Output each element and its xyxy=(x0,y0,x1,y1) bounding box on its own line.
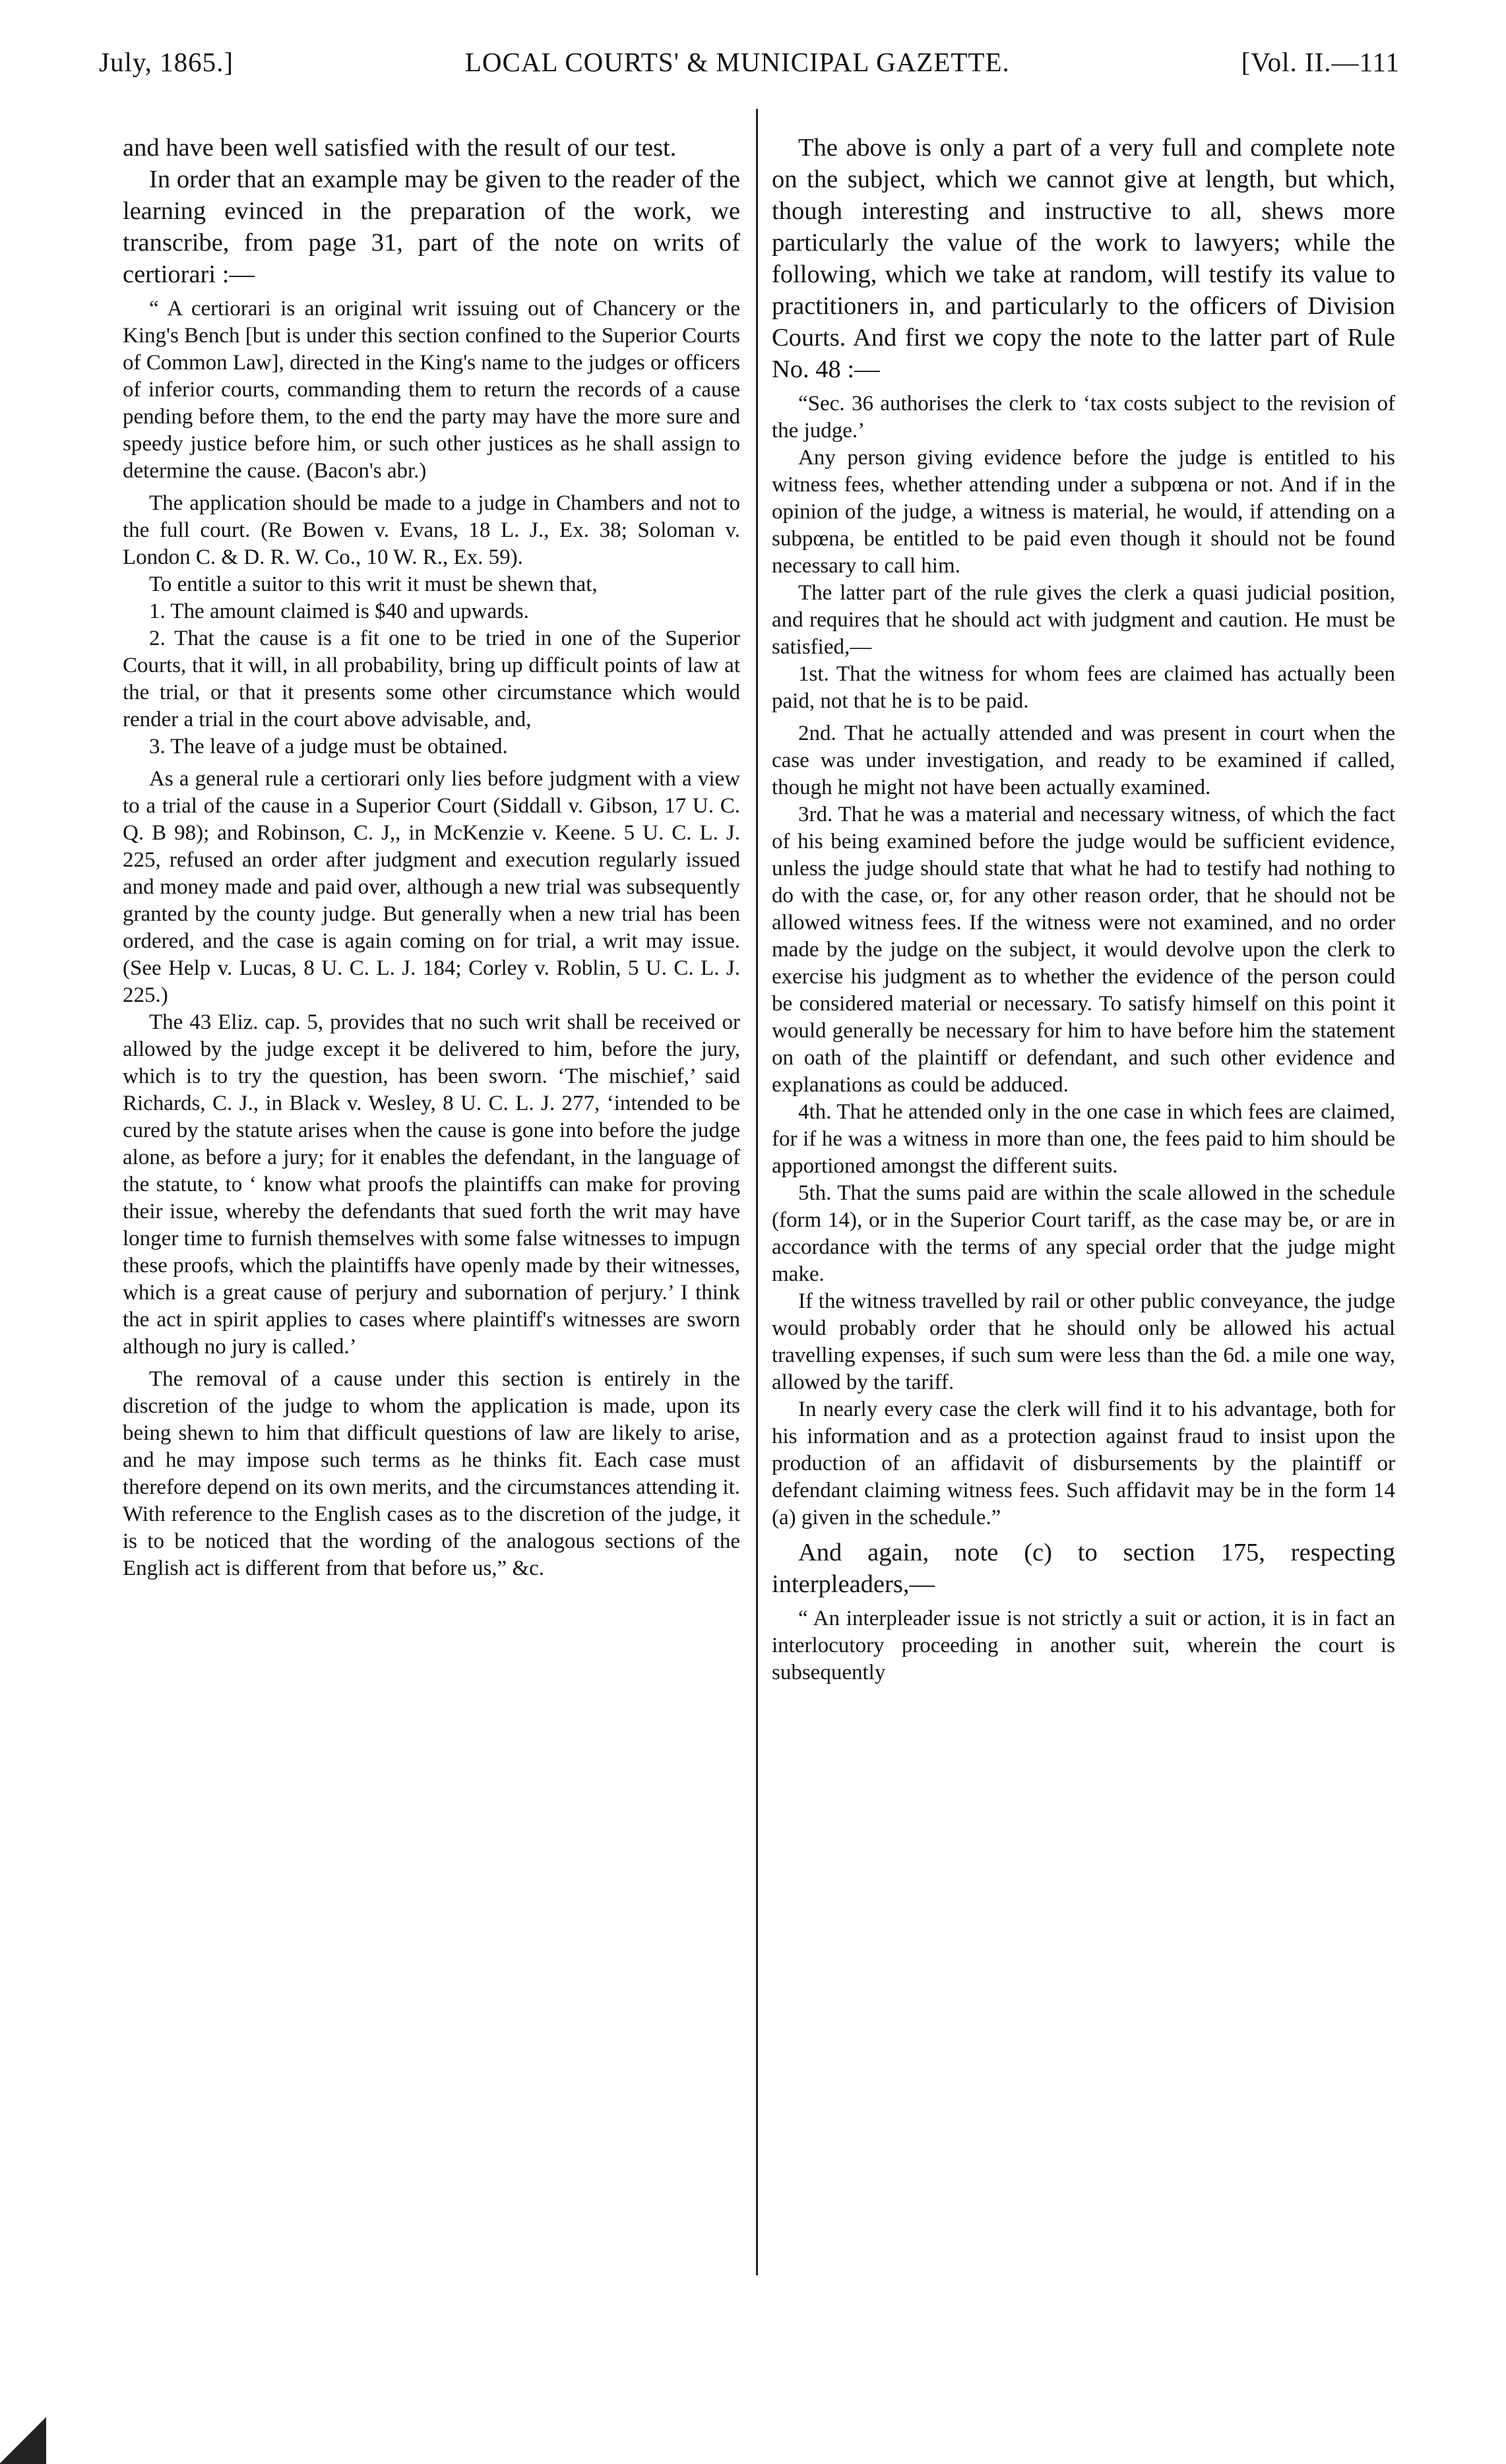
list-item: 2. That the cause is a fit one to be tried in one of the Superior Courts, that it will, in all probability, bring up difficult points of law at the trial, or that it presents some other circumstance which would render a trial in the court above advisable, and, xyxy=(123,627,740,731)
quote-paragraph: If the witness travelled by rail or other public conveyance, the judge would probably order that he should only be allowed his actual travelling expenses, if such sum were less than the 6d. a mile one way, allowed by the tariff. xyxy=(772,1289,1395,1394)
quote-paragraph: Any person giving evidence before the judge is entitled to his witness fees, whether attending under a subpœna or not. And if in the opinion of the judge, a witness is material, he would, if attending on a subpœna, be entitled to be paid even though it should not be found necessary to call him. xyxy=(772,446,1395,578)
list-item: 4th. That he attended only in the one case in which fees are claimed, for if he was a witness in more than one, the fees paid to him should be apportioned amongst the different suits. xyxy=(772,1100,1395,1178)
column-divider xyxy=(756,109,758,2275)
list-item: 1st. That the witness for whom fees are claimed has actually been paid, not that he is to be paid. xyxy=(772,662,1395,713)
page-corner-mark xyxy=(0,2405,46,2464)
quote-paragraph: “ A certiorari is an original writ issuing out of Chancery or the King's Bench [but is under this section confined to the Superior Courts of Common Law], directed in the King's name to the judges or officers of inferior courts, commanding them to return the records of a cause pending before them, to the end the party may have the more sure and speedy justice before him, or such other justices as he shall assign to determine the cause. (Bacon's abr.) xyxy=(123,297,740,483)
header-title: LOCAL COURTS' & MUNICIPAL GAZETTE. xyxy=(464,47,1010,77)
quote-paragraph: To entitle a suitor to this writ it must be shewn that, xyxy=(149,572,598,596)
quote-paragraph: The removal of a cause under this section is entirely in the discretion of the judge to whom the application is made, upon its being shewn to him that difficult questions of law are likely to arise, and he may impose such terms as he thinks fit. Each case must therefore depend on its own merits, and the circumstances attending it. With reference to the English cases as to the discretion of the judge, it is to be noticed that the wording of the analogous sections of the English act is different from that before us,” &c. xyxy=(123,1367,740,1580)
paragraph: and have been well satisfied with the result of our test. xyxy=(123,134,677,162)
quote-paragraph: As a general rule a certiorari only lies before judgment with a view to a trial of the cause in a Superior Court (Siddall v. Gibson, 17 U. C. Q. B 98); and Robinson, C. J,, in McKenzie v. Keene. 5 U. C. L. J. 225, refused an order after judgment and execution regularly issued and money made and paid over, although a new trial was subsequently granted by the county judge. But generally when a new trial has been ordered, and the case is again coming on for trial, a writ may issue. (See Help v. Lucas, 8 U. C. L. J. 184; Corley v. Roblin, 5 U. C. L. J. 225.) xyxy=(123,767,740,1007)
quote-paragraph: The 43 Eliz. cap. 5, provides that no such writ shall be received or allowed by the judge except it be delivered to him, before the jury, which is to try the question, has been sworn. ‘The mischief,’ said Richards, C. J., in Black v. Wesley, 8 U. C. L. J. 277, ‘intended to be cured by the statute arises when the cause is gone into before the judge alone, as before a jury; for it enables the defendant, in the language of the statute, to ‘ know what proofs the plaintiffs can make for proving their issue, whereby the defendants that sued forth the writ may have longer time to furnish themselves with some false witnesses to impugn these proofs, which the plaintiffs have openly made by their witnesses, which is a great cause of perjury and subornation of perjury.’ I think the act in spirit applies to cases where plaintiff's witnesses are sworn although no jury is called.’ xyxy=(123,1010,740,1359)
list-item: 1. The amount claimed is $40 and upwards. xyxy=(149,600,529,623)
header-volume: [Vol. II.—111 xyxy=(1241,47,1400,77)
quote-paragraph: “ An interpleader issue is not strictly a suit or action, it is in fact an interlocutory proceeding in another suit, wherein the court is subsequently xyxy=(772,1607,1395,1684)
list-item: 3. The leave of a judge must be obtained. xyxy=(149,735,508,758)
paragraph: The above is only a part of a very full and complete note on the subject, which we cannot give at length, but which, though interesting and instructive to all, shews more particularly the value of the work to lawyers; while the following, which we take at random, will testify its value to practitioners in, and particularly to the officers of Division Courts. And first we copy the note to the latter part of Rule No. 48 :— xyxy=(772,134,1395,383)
paragraph: And again, note (c) to section 175, respecting interpleaders,— xyxy=(772,1539,1395,1598)
list-item: 2nd. That he actually attended and was present in court when the case was under investigation, and ready to be examined if called, though he might not have been actually examined. xyxy=(772,722,1395,799)
quote-paragraph: “Sec. 36 authorises the clerk to ‘tax costs subject to the revision of the judge.’ xyxy=(772,392,1395,443)
paragraph: In order that an example may be given to the reader of the learning evinced in the preparation of the work, we transcribe, from page 31, part of the note on writs of certiorari :— xyxy=(123,166,740,288)
list-item: 3rd. That he was a material and necessary witness, of which the fact of his being examined before the judge would be sufficient evidence, unless the judge should state that what he had to testify had nothing to do with the case, or, for any other reason order, that he should not be allowed witness fees. If the witness were not examined, and no order made by the judge on the subject, it would devolve upon the clerk to exercise his judgment as to whether the evidence of the person could be considered material or necessary. To satisfy himself on this point it would generally be necessary for him to have before him the statement on oath of the plaintiff or defendant, and such other evidence and explanations as could be adduced. xyxy=(772,803,1395,1097)
header-date: July, 1865.] xyxy=(99,47,234,77)
list-item: 5th. That the sums paid are within the scale allowed in the schedule (form 14), or in the Superior Court tariff, as the case may be, or are in accordance with the terms of any special order that the judge might make. xyxy=(772,1181,1395,1286)
left-column xyxy=(123,132,740,1582)
quote-paragraph: The application should be made to a judge in Chambers and not to the full court. (Re Bowen v. Evans, 18 L. J., Ex. 38; Soloman v. London C. & D. R. W. Co., 10 W. R., Ex. 59). xyxy=(123,491,740,569)
right-column xyxy=(772,132,1395,1686)
quote-paragraph: In nearly every case the clerk will find it to his advantage, both for his information and as a protection against fraud to insist upon the production of an affidavit of disbursements by the plaintiff or defendant claiming witness fees. Such affidavit may be in the form 14 (a) given in the schedule.” xyxy=(772,1398,1395,1529)
running-header xyxy=(99,46,1400,86)
quote-paragraph: The latter part of the rule gives the clerk a quasi judicial position, and requires that he should act with judgment and caution. He must be satisfied,— xyxy=(772,581,1395,659)
